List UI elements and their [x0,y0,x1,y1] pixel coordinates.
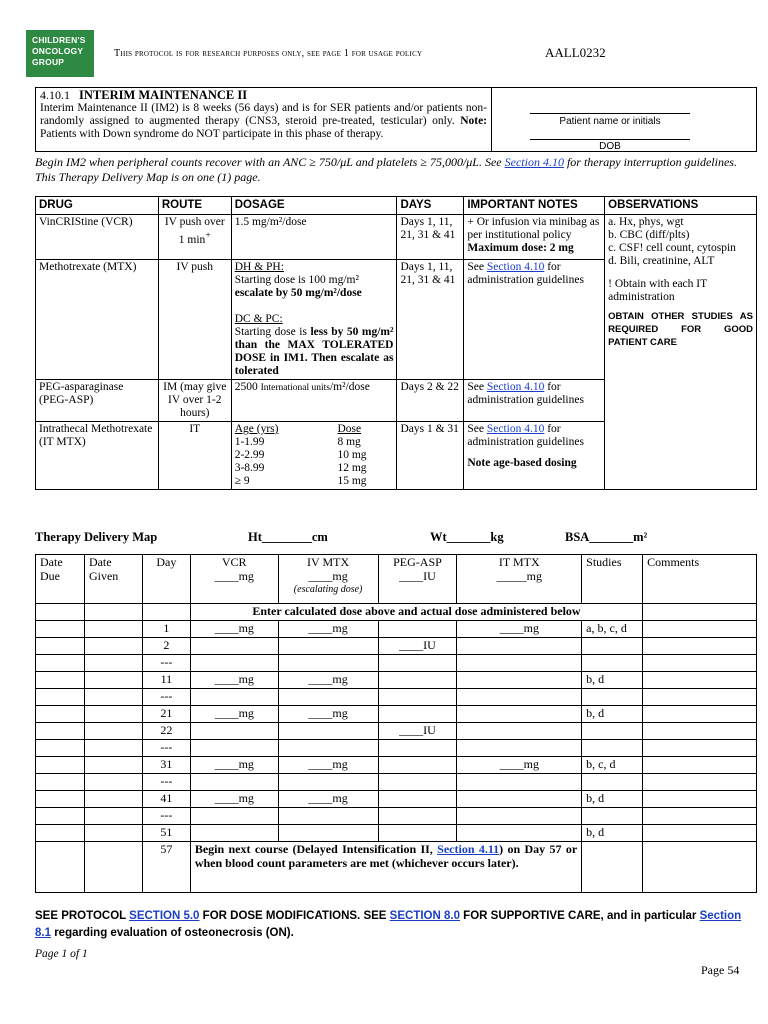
table-row [36,672,757,689]
comments-cell[interactable] [643,791,757,808]
vcr-cell[interactable] [190,689,278,706]
ivmtx-cell[interactable] [278,808,378,825]
day-cell: 41 [142,791,190,808]
cog-logo [26,30,94,77]
footer-note [35,908,757,942]
dose-bold: less by 50 mg/m² than the MAX TOLERATED DOSE in IM1. Then escalate as tolerated [234,326,394,377]
section-text: Interim Maintenance II (IM2) is 8 weeks (56 days) and is for SER patients and/or patients non-randomly assigned to augmented therapy (CNS3, steroid pre-treated, testicular) only. [40,102,487,127]
age-value: ≥ 9 [234,475,250,487]
obs-letter: a. [608,216,617,228]
peg-cell[interactable] [378,808,457,825]
day-cell: --- [142,689,190,706]
dose-units: International units [260,383,330,393]
section-8-1-link[interactable]: Section 8.1 [35,910,742,939]
peg-cell[interactable]: ____IU [378,638,457,655]
table-row [36,808,757,825]
section-heading [40,89,487,102]
date-due-cell[interactable] [36,791,85,808]
date-due-cell[interactable] [36,740,85,757]
age-value: 3-8.99 [234,462,265,474]
drug-dosage [231,422,397,490]
drug-name: VinCRIStine (VCR) [36,215,159,260]
weight-field[interactable]: Wt_______kg [430,530,504,544]
patient-name-line[interactable] [530,113,690,114]
date-due-cell[interactable] [36,689,85,706]
comments-cell[interactable] [643,757,757,774]
date-given-cell[interactable] [84,723,142,740]
peg-cell[interactable] [378,672,457,689]
dose-tail: /m²/dose [329,381,370,393]
date-due-cell[interactable] [36,757,85,774]
logo-line: CHILDREN'S [32,35,86,45]
ivmtx-cell[interactable] [278,655,378,672]
age-dose-grid [235,423,394,488]
day-cell: 11 [142,672,190,689]
section-4-10-link[interactable]: Section 4.10 [486,423,545,435]
next-course-text-1: Begin next course (Delayed Intensification II, [194,842,438,856]
section-4-10-link[interactable]: Section 4.10 [486,381,545,393]
day-cell: 22 [142,723,190,740]
age-value: 1-1.99 [234,436,265,448]
next-course-text [190,842,581,893]
day-cell: --- [142,774,190,791]
studies-cell[interactable] [582,723,643,740]
date-given-cell[interactable] [84,638,142,655]
peg-cell[interactable] [378,757,457,774]
intro-text-2: for therapy interruption guidelines. This Therapy Delivery Map is on one (1) page. [35,155,737,184]
day-cell: 31 [142,757,190,774]
header-itmtx-label: IT MTX [498,555,540,569]
table-row [36,706,757,723]
studies-cell[interactable]: b, d [582,825,643,842]
comments-cell[interactable] [643,689,757,706]
page-of: Page 1 of 1 [35,948,88,960]
itmtx-cell[interactable] [457,706,582,723]
date-due-cell[interactable] [36,825,85,842]
date-due-cell[interactable] [36,706,85,723]
vcr-cell[interactable]: ____mg [190,791,278,808]
studies-cell[interactable] [582,638,643,655]
header-dosage: DOSAGE [231,197,397,215]
peg-cell[interactable] [378,791,457,808]
ivmtx-dose-field[interactable]: ____mg [308,569,348,583]
date-given-cell[interactable] [84,655,142,672]
intro-text [35,155,757,185]
notes-see: See [467,261,487,273]
date-given-cell[interactable] [84,825,142,842]
obs-text: Hx, phys, wgt [619,216,684,228]
obs-text: CBC (diff/plts) [619,229,690,241]
header-date-given: Date Given [84,555,142,604]
comments-cell[interactable] [643,825,757,842]
day-cell: --- [142,740,190,757]
bsa-field[interactable]: BSA_______m² [565,530,648,544]
peg-cell[interactable] [378,740,457,757]
drug-route: IV push [158,260,231,380]
header-comments: Comments [643,555,757,604]
header-route: ROUTE [158,197,231,215]
table-row [36,655,757,672]
itmtx-cell[interactable] [457,672,582,689]
peg-cell[interactable] [378,774,457,791]
drug-route: IM (may give IV over 1-2 hours) [158,380,231,422]
studies-cell[interactable]: a, b, c, d [582,621,643,638]
table-row [36,621,757,638]
note-text: Patients with Down syndrome do NOT participate in this phase of therapy. [40,128,384,140]
peg-dose-field[interactable]: ____IU [399,569,436,583]
vcr-cell[interactable]: ____mg [190,672,278,689]
drug-dosage [231,380,397,422]
table-row [36,842,757,893]
comments-cell[interactable] [643,723,757,740]
date-due-cell[interactable] [36,842,85,893]
section-4-10-link[interactable]: Section 4.10 [504,155,564,169]
table-row [36,825,757,842]
header-day: Day [142,555,190,604]
obs-item [608,242,753,255]
peg-cell[interactable] [378,689,457,706]
header-ivmtx-label: IV MTX [307,555,350,569]
obs-letter: b. [608,229,617,241]
comments-cell[interactable] [643,604,757,621]
studies-cell[interactable] [582,842,643,893]
studies-cell[interactable] [582,740,643,757]
vcr-cell[interactable] [190,655,278,672]
drug-notes [464,215,605,260]
notes-age-dosing: Note age-based dosing [467,457,577,469]
observations-cell [605,215,757,490]
date-due-cell[interactable] [36,723,85,740]
obs-text: CSF! cell count, cytospin [619,242,736,254]
footer-text: FOR SUPPORTIVE CARE, and in particular [459,910,700,922]
delivery-map-title: Therapy Delivery Map [35,530,158,544]
drug-days: Days 1 & 31 [397,422,464,490]
comments-cell[interactable] [643,774,757,791]
notes-see: See [467,423,487,435]
section-5-0-link[interactable]: SECTION 5.0 [129,910,200,922]
ivmtx-cell[interactable] [278,689,378,706]
drug-days: Days 1, 11, 21, 31 & 41 [397,260,464,380]
itmtx-cell[interactable] [457,740,582,757]
footer-text: regarding evaluation of osteonecrosis (ON). [51,927,294,939]
studies-cell[interactable] [582,774,643,791]
section-paragraph [40,102,487,141]
comments-cell[interactable] [643,655,757,672]
drug-days: Days 1, 11, 21, 31 & 41 [397,215,464,260]
next-course-text-2: ) on Day 57 or when blood count parameters are met (whichever occurs later). [194,842,578,870]
route-text: IV push over 1 min [164,216,225,246]
logo-line: GROUP [32,57,65,67]
ivmtx-cell[interactable]: ____mg [278,706,378,723]
note-label: Note: [460,115,488,127]
comments-cell[interactable] [643,808,757,825]
itmtx-cell[interactable] [457,638,582,655]
header-notes: IMPORTANT NOTES [464,197,605,215]
date-due-cell[interactable] [36,774,85,791]
header-days: DAYS [397,197,464,215]
vcr-cell[interactable] [190,723,278,740]
date-given-cell[interactable] [84,689,142,706]
table-row [36,689,757,706]
instruction-text: Enter calculated dose above and actual dose administered below [190,604,642,621]
drug-name: PEG-asparaginase (PEG-ASP) [36,380,159,422]
section-title: INTERIM MAINTENANCE II [79,88,248,102]
dob-line[interactable] [530,139,690,140]
ivmtx-cell[interactable]: ____mg [278,621,378,638]
vcr-cell[interactable] [190,740,278,757]
itmtx-cell[interactable] [457,723,582,740]
peg-cell[interactable] [378,621,457,638]
table-row [36,774,757,791]
date-given-cell[interactable] [84,672,142,689]
intro-text-1: Begin IM2 when peripheral counts recover with an ANC ≥ 750/μL and platelets ≥ 75,000/μL. See [35,155,505,169]
studies-cell[interactable] [582,808,643,825]
itmtx-cell[interactable]: ____mg [457,757,582,774]
section-4-10-link[interactable]: Section 4.10 [486,261,545,273]
comments-cell[interactable] [643,740,757,757]
drug-days: Days 2 & 22 [397,380,464,422]
comments-cell[interactable] [643,706,757,723]
footer-text: SEE PROTOCOL [35,910,130,922]
date-due-cell[interactable] [36,604,85,621]
instruction-row [36,604,757,621]
header-vcr [190,555,278,604]
date-due-cell[interactable] [36,638,85,655]
table-row [36,740,757,757]
ivmtx-cell[interactable]: ____mg [278,672,378,689]
itmtx-cell[interactable] [457,689,582,706]
dose-value: 8 mg [337,436,361,448]
dose-value: 12 mg [337,462,367,474]
notes-tail: for administration guidelines [467,423,584,448]
header-date-due: Date Due [36,555,85,604]
obs-caps-note: OBTAIN OTHER STUDIES AS REQUIRED FOR GOOD PATIENT CARE [608,311,753,348]
ivmtx-cell[interactable] [278,774,378,791]
date-due-cell[interactable] [36,672,85,689]
ivmtx-cell[interactable] [278,825,378,842]
studies-cell[interactable]: b, d [582,672,643,689]
section-number: 4.10.1 [40,88,70,102]
protocol-id: AALL0232 [545,45,606,60]
drug-name: Intrathecal Methotrexate (IT MTX) [36,422,159,490]
ivmtx-cell[interactable] [278,740,378,757]
studies-cell[interactable] [582,689,643,706]
obs-obtain-note: ! Obtain with each IT administration [608,278,707,303]
date-given-cell[interactable] [84,791,142,808]
footer-text: FOR DOSE MODIFICATIONS. SEE [199,910,390,922]
notes-max-dose: Maximum dose: 2 mg [467,242,574,254]
section-8-0-link[interactable]: SECTION 8.0 [389,910,460,922]
dose-group-label: DH & PH: [234,261,284,273]
itmtx-cell[interactable] [457,791,582,808]
peg-cell[interactable] [378,706,457,723]
header-peg [378,555,457,604]
day-cell: --- [142,808,190,825]
vcr-cell[interactable]: ____mg [190,757,278,774]
header-studies: Studies [582,555,643,604]
date-given-cell[interactable] [84,808,142,825]
notes-see: See [467,381,487,393]
comments-cell[interactable] [643,672,757,689]
itmtx-cell[interactable] [457,825,582,842]
vcr-cell[interactable] [190,825,278,842]
dose-value: 15 mg [337,475,367,487]
drug-table-header [36,197,757,215]
obs-letter: c. [608,242,617,254]
map-header-row [36,555,757,604]
itmtx-cell[interactable] [457,808,582,825]
day-cell: 51 [142,825,190,842]
age-header: Age (yrs) [234,423,279,435]
obs-item [608,229,753,242]
drug-notes [464,260,605,380]
drug-route [158,215,231,260]
ivmtx-cell[interactable]: ____mg [278,791,378,808]
itmtx-cell[interactable]: ____mg [457,621,582,638]
dose-bold: escalate by 50 mg/m²/dose [234,287,362,299]
date-given-cell[interactable] [84,740,142,757]
obs-letter: d. [608,255,617,267]
header-ivmtx [278,555,378,604]
header-drug: DRUG [36,197,159,215]
patient-name-label: Patient name or initials [559,116,661,127]
header-vcr-label: VCR [221,555,247,569]
comments-cell[interactable] [643,842,757,893]
section-4-11-link[interactable]: Section 4.11 [437,842,500,856]
route-superscript: + [205,230,211,241]
header-observations: OBSERVATIONS [605,197,757,215]
drug-dosage [231,260,397,380]
drug-route: IT [158,422,231,490]
dose-value: 10 mg [337,449,367,461]
date-given-cell[interactable] [84,757,142,774]
drug-row-vcr [36,215,757,260]
obs-item [608,216,753,229]
comments-cell[interactable] [643,621,757,638]
dose-number: 2500 [234,381,261,393]
itmtx-cell[interactable] [457,774,582,791]
vcr-dose-field[interactable]: ____mg [214,569,254,583]
notes-tail: for administration guidelines [467,261,584,286]
day-cell: 1 [142,621,190,638]
table-row [36,723,757,740]
page-number: Page 54 [701,963,740,977]
usage-notice: This protocol is for research purposes only, see page 1 for usage policy [114,48,423,59]
studies-cell[interactable] [582,655,643,672]
comments-cell[interactable] [643,638,757,655]
header-itmtx [457,555,582,604]
day-cell: 2 [142,638,190,655]
notes-text: + Or infusion via minibag as per institutional policy [467,216,600,241]
day-cell: 57 [142,842,190,893]
ivmtx-cell[interactable] [278,723,378,740]
obs-text: Bili, creatinine, ALT [619,255,715,267]
notes-tail: for administration guidelines [467,381,584,406]
header-peg-label: PEG-ASP [393,555,442,569]
studies-cell[interactable]: b, d [582,706,643,723]
vcr-cell[interactable] [190,774,278,791]
day-cell [142,604,190,621]
dose-header: Dose [337,423,362,435]
table-row [36,757,757,774]
studies-cell[interactable]: b, c, d [582,757,643,774]
peg-cell[interactable] [378,825,457,842]
delivery-map-table [35,554,757,893]
date-given-cell[interactable] [84,842,142,893]
height-field[interactable]: Ht________cm [248,530,328,544]
day-cell: 21 [142,706,190,723]
vcr-cell[interactable] [190,638,278,655]
vcr-cell[interactable] [190,808,278,825]
date-due-cell[interactable] [36,655,85,672]
itmtx-dose-field[interactable]: _____mg [496,569,542,583]
vcr-cell[interactable]: ____mg [190,621,278,638]
ivmtx-note: (escalating dose) [293,584,363,595]
vcr-cell[interactable]: ____mg [190,706,278,723]
drug-name: Methotrexate (MTX) [36,260,159,380]
drug-notes [464,422,605,490]
peg-cell[interactable] [378,655,457,672]
table-row [36,791,757,808]
logo-line: ONCOLOGY [32,46,84,56]
drug-dosage: 1.5 mg/m²/dose [231,215,397,260]
age-value: 2-2.99 [234,449,265,461]
date-given-cell[interactable] [84,604,142,621]
dose-text: Starting dose is [234,326,311,338]
itmtx-cell[interactable] [457,655,582,672]
drug-table [35,196,757,490]
dob-label: DOB [599,141,621,152]
section-description [36,88,492,151]
peg-cell[interactable]: ____IU [378,723,457,740]
dose-text: Starting dose is 100 mg/m² [234,274,359,286]
date-due-cell[interactable] [36,621,85,638]
date-given-cell[interactable] [84,706,142,723]
dose-group-label: DC & PC: [234,313,283,325]
day-cell: --- [142,655,190,672]
table-row [36,638,757,655]
map-rows [36,621,757,842]
ivmtx-cell[interactable] [278,638,378,655]
studies-cell[interactable]: b, d [582,791,643,808]
ivmtx-cell[interactable]: ____mg [278,757,378,774]
date-due-cell[interactable] [36,808,85,825]
drug-notes [464,380,605,422]
obs-item [608,255,753,268]
date-given-cell[interactable] [84,621,142,638]
date-given-cell[interactable] [84,774,142,791]
